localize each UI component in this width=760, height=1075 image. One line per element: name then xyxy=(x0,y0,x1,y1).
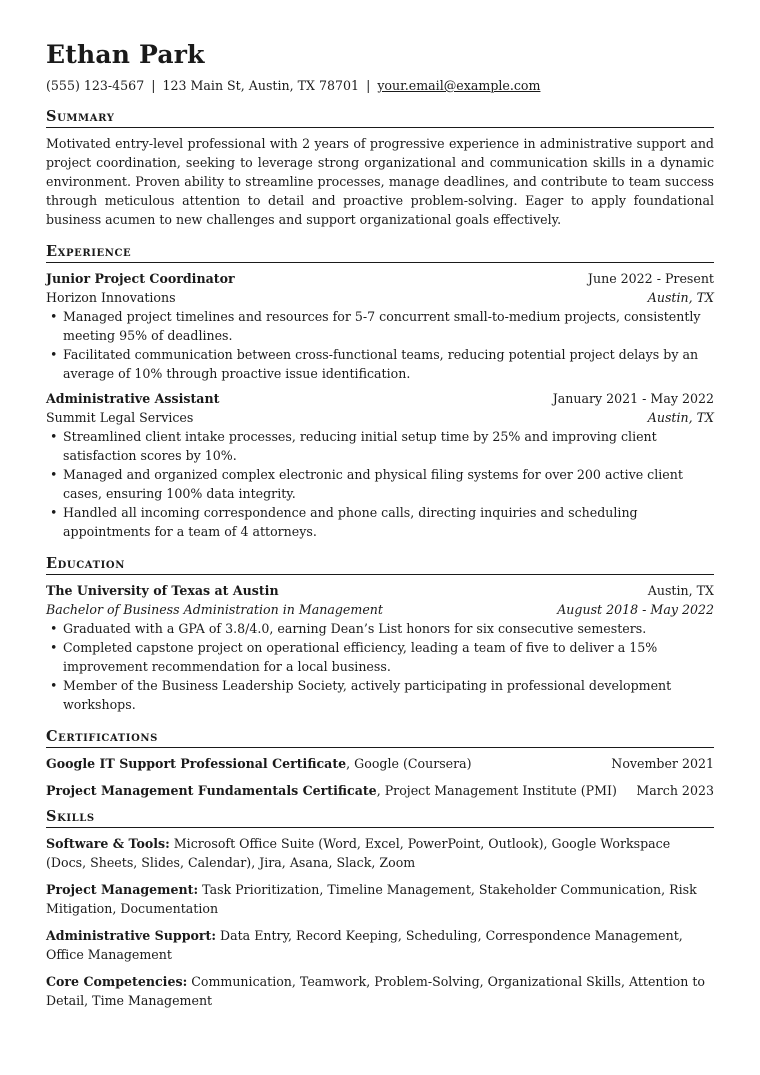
bullet-item: • Managed project timelines and resources for 5-7 concurrent small-to-medium projects, consistently meeting 95% of deadlines. xyxy=(63,307,714,345)
job-dates: June 2022 - Present xyxy=(587,271,714,286)
skill-item xyxy=(46,972,714,1010)
skill-text: Microsoft Office Suite (Word, Excel, PowerPoint, Outlook), Google Workspace (Docs, Sheets, Slides, Calendar), Jira, Asana, Slack, Zoom xyxy=(46,836,671,870)
skill-label: Software & Tools: xyxy=(46,836,170,851)
bullet-item: • Facilitated communication between cross-functional teams, reducing potential project delays by an average of 10% through proactive issue identification. xyxy=(63,345,714,383)
education-section xyxy=(46,555,714,714)
phone-number: (555) 123-4567 xyxy=(46,78,145,93)
certification-date: November 2021 xyxy=(611,756,714,771)
bullet-item: • Graduated with a GPA of 3.8/4.0, earning Dean’s List honors for six consecutive semesters. xyxy=(63,619,714,638)
section-heading: Experience xyxy=(46,243,714,263)
school-location: Austin, TX xyxy=(647,583,714,598)
education-dates: August 2018 - May 2022 xyxy=(557,602,714,617)
skills-section xyxy=(46,808,714,1010)
skill-item xyxy=(46,926,714,964)
experience-section xyxy=(46,243,714,541)
certification-item xyxy=(46,754,714,773)
certification-issuer: , Project Management Institute (PMI) xyxy=(376,783,617,798)
skill-text: Data Entry, Record Keeping, Scheduling, Correspondence Management, Office Management xyxy=(46,928,683,962)
summary-text: Motivated entry-level professional with 2 years of progressive experience in administrative support and project coordination, seeking to leverage strong organizational and communication skills in a dynamic environment. Proven ability to streamline processes, manage deadlines, and contribute to team success through meticulous attention to detail and proactive problem-solving. Eager to apply foundational business acumen to new challenges and support organizational goals effectively. xyxy=(46,136,714,227)
job-entry xyxy=(46,269,714,383)
contact-separator: | xyxy=(151,78,156,93)
section-heading: Summary xyxy=(46,108,714,128)
certification-name: Project Management Fundamentals Certificate xyxy=(46,783,377,798)
job-dates: January 2021 - May 2022 xyxy=(552,391,714,406)
section-heading: Skills xyxy=(46,808,714,828)
job-title: Administrative Assistant xyxy=(46,391,220,406)
summary-section xyxy=(46,108,714,229)
certification-name: Google IT Support Professional Certificate xyxy=(46,756,347,771)
skill-item xyxy=(46,880,714,918)
skill-item xyxy=(46,834,714,872)
section-heading: Certifications xyxy=(46,728,714,748)
contact-separator: | xyxy=(366,78,371,93)
address: 123 Main St, Austin, TX 78701 xyxy=(162,78,360,93)
education-entry xyxy=(46,581,714,714)
job-location: Austin, TX xyxy=(647,290,714,305)
bullet-item: • Member of the Business Leadership Society, actively participating in professional development workshops. xyxy=(63,676,714,714)
bullet-item: • Handled all incoming correspondence and phone calls, directing inquiries and scheduling appointments for a team of 4 attorneys. xyxy=(63,503,714,541)
company-name: Horizon Innovations xyxy=(46,290,176,305)
skill-label: Core Competencies: xyxy=(46,974,188,989)
contact-line xyxy=(46,78,714,94)
bullet-item: • Streamlined client intake processes, reducing initial setup time by 25% and improving client satisfaction scores by 10%. xyxy=(63,427,714,465)
skill-label: Administrative Support: xyxy=(46,928,217,943)
certifications-section xyxy=(46,728,714,800)
skill-text: Communication, Teamwork, Problem-Solving, Organizational Skills, Attention to Detail, Time Management xyxy=(46,974,705,1008)
school-name: The University of Texas at Austin xyxy=(46,583,279,598)
job-title: Junior Project Coordinator xyxy=(46,271,235,286)
certification-date: March 2023 xyxy=(636,783,714,798)
skill-text: Task Prioritization, Timeline Management, Stakeholder Communication, Risk Mitigation, Documentation xyxy=(46,882,697,916)
degree: Bachelor of Business Administration in Management xyxy=(46,602,383,617)
candidate-name: Ethan Park xyxy=(46,40,205,69)
company-name: Summit Legal Services xyxy=(46,410,194,425)
job-entry xyxy=(46,389,714,541)
certification-item xyxy=(46,781,714,800)
certification-issuer: , Google (Coursera) xyxy=(346,756,472,771)
section-heading: Education xyxy=(46,555,714,575)
bullet-item: • Managed and organized complex electronic and physical filing systems for over 200 active client cases, ensuring 100% data integrity. xyxy=(63,465,714,503)
resume-page xyxy=(46,40,714,1018)
job-location: Austin, TX xyxy=(647,410,714,425)
bullet-item: • Completed capstone project on operational efficiency, leading a team of five to deliver a 15% improvement recommendation for a local business. xyxy=(63,638,714,676)
skill-label: Project Management: xyxy=(46,882,199,897)
email-link[interactable]: your.email@example.com xyxy=(377,78,541,93)
